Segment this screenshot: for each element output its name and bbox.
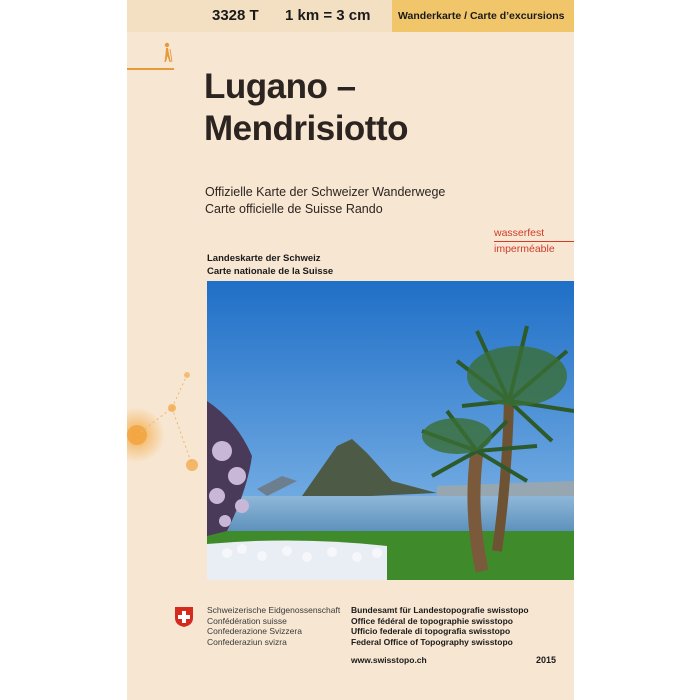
badge-rule: [494, 241, 574, 242]
waterproof-badge: [494, 227, 574, 256]
confederation-rm: Confederaziun svizra: [207, 636, 287, 647]
title-line-1: Lugano –: [204, 67, 356, 106]
title-line-2: Mendrisiotto: [204, 109, 408, 148]
series-label: [207, 252, 333, 278]
hiker-rule: [127, 68, 174, 70]
map-type: Wanderkarte / Carte d’excursions: [398, 10, 565, 22]
confederation-de: Schweizerische Eidgenossenschaft: [207, 605, 341, 615]
map-subtitle: [205, 184, 445, 218]
map-scale: 1 km = 3 cm: [285, 7, 371, 24]
hiker-icon: [161, 42, 173, 64]
badge-line-1: wasserfest: [494, 227, 545, 239]
decorative-route-dots: [127, 360, 207, 490]
confederation-it: Confederazione Svizzera: [207, 626, 302, 636]
website-link[interactable]: www.swisstopo.ch: [351, 655, 427, 665]
confederation-fr: Confédération suisse: [207, 615, 287, 626]
office-de: Bundesamt für Landestopografie swisstopo: [351, 605, 529, 615]
office-it: Ufficio federale di topografia swisstopo: [351, 626, 511, 636]
map-title: [204, 66, 408, 150]
cover-photo-lake-lugano: [207, 281, 574, 580]
series-line-2: Carte nationale de la Suisse: [207, 266, 334, 277]
map-code: 3328 T: [212, 7, 259, 24]
office-en: Federal Office of Topography swisstopo: [351, 636, 513, 647]
subtitle-line-1: Offizielle Karte der Schweizer Wanderwege: [205, 185, 446, 199]
badge-line-2: imperméable: [494, 243, 555, 255]
edition-year: 2015: [536, 655, 557, 665]
office-fr: Office fédéral de topographie swisstopo: [351, 615, 513, 626]
confederation-names: [207, 605, 340, 647]
subtitle-line-2: Carte officielle de Suisse Rando: [205, 202, 383, 216]
series-line-1: Landeskarte der Schweiz: [207, 253, 321, 264]
map-cover: [127, 0, 574, 700]
swiss-cross-icon: [173, 606, 195, 628]
office-names: [351, 605, 529, 647]
